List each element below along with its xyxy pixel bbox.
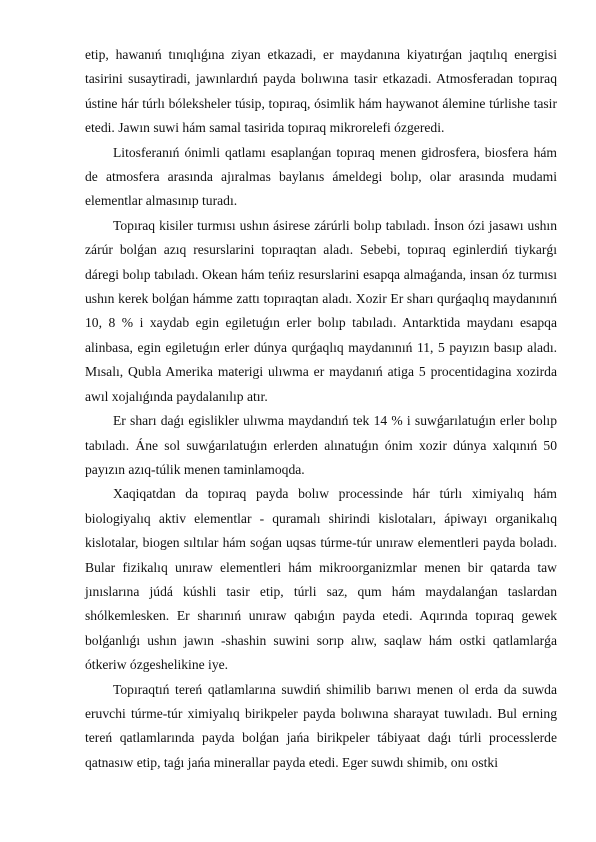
paragraph-6: Topıraqtıń tereń qatlamlarına suwdiń shimilib barıwı menen ol erda da suwda eruvchi túrme-túr ximiyalıq birikpeler payda bolıwına sharayat tuwıladı. Bul erning tereń qatlamlarında payda bolǵan jańa birikpeler tábiyaat daǵı túrli processlerde qatnasıw etip, taǵı jańa minerallar payda etedi. Eger suwdı shimib, onı ostki	[85, 681, 557, 770]
paragraph-4: Er sharı daǵı egislikler ulıwma maydandıń tek 14 % i suwǵarılatuǵın erler bolıp tabıladı. Áne sol suwǵarılatuǵın erlerden alınatuǵın ónim xozir dúnya xalqınıń 50 payızın azıq-túlik menen taminlamoqda.	[85, 413, 557, 477]
document-page	[85, 43, 557, 775]
paragraph-3: Topıraq kisiler turmısı ushın ásirese zárúrli bolıp tabıladı. İnson ózi jasawı ushın zárúr bolǵan azıq resurslarini topıraqtan aladı. Sebebi, topıraq eginlerdiń tiykarǵı dáregi bolıp tabıladı. Okean hám teńiz resurslarini esapqa almaǵanda, insan óz turmısı ushın kerek bolǵan hámme zattı topıraqtan aladı. Xozir Er sharı qurǵaqlıq maydanınıń 10, 8 % i xaydab egin egiletuǵın erler bolıp tabıladı. Antarktida maydanı esapqa alinbasa, egin egiletuǵın erler dúnya qurǵaqlıq maydanınıń 11, 5 payızın basıp aladı. Mısalı, Qubla Amerika materigi ulıwma er maydanıń atiga 5 procentidagina xozirda awıl xojalıǵında paydalanılıp atır.	[85, 217, 557, 404]
paragraph-1: etip, hawanıń tınıqlıǵına ziyan etkazadi, er maydanına kiyatırǵan jaqtılıq energisi tasirini susaytiradi, jawınlardıń payda bolıwına tasir etkazadi. Atmosferadan topıraq ústine hár túrlı bóleksheler túsip, topıraq, ósimlik hám haywanot álemine túrlishe tasir etedi. Jawın suwi hám samal tasirida topıraq mikrorelefi ózgeredi.	[85, 47, 557, 136]
paragraph-2: Litosferanıń ónimli qatlamı esaplanǵan topıraq menen gidrosfera, biosfera hám de atmosfera arasında ajıralmas baylanıs ámeldegi bolıp, olar arasında mudami elementlar almasınıp turadı.	[85, 144, 557, 209]
paragraph-5: Xaqiqatdan da topıraq payda bolıw processinde hár túrlı ximiyalıq hám biologiyalıq aktiv elementlar - quramalı shirindi kislotaları, ápiwayı organikalıq kislotalar, biogen sıltılar hám soǵan uqsas túrme-túr unıraw elementleri payda boladı. Bular fizikalıq unıraw elementleri hám mikroorganizmlar menen bir qatarda taw jınıslarına júdá kúshli tasir etip, túrli saz, qum hám maydalanǵan taslardan shólkemlesken. Er sharınıń unıraw qabıǵın payda etedi. Aqırında topıraq gewek bolǵanlıǵı ushın jawın -shashin suwini sorıp alıw, saqlaw hám ostki qatlamlarǵa ótkeriw ózgeshelikine iye.	[85, 486, 557, 673]
